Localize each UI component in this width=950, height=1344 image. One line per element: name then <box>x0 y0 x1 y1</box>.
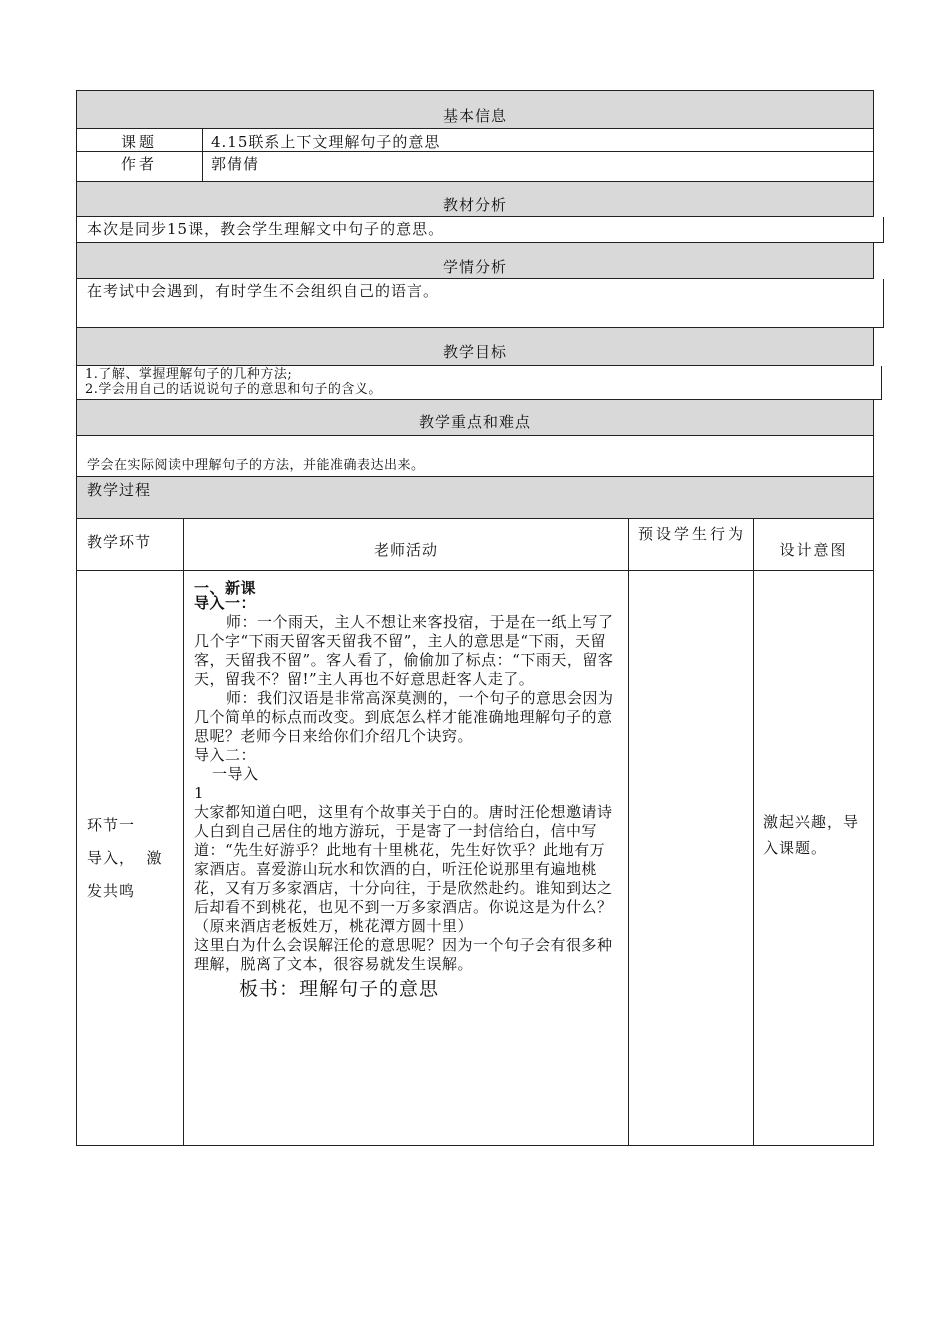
intro2-subtitle: 一导入 <box>212 765 259 783</box>
author-value: 郭倩倩 <box>211 155 260 173</box>
intro2-paragraph-1: 大家都知道白吧，这里有个故事关于白的。唐时汪伦想邀请诗人白到自己居住的地方游玩，于是寄了一封信给白，信中写道：“先生好游乎？此地有十里桃花，先生好饮乎？此地有万家酒店。喜爱游山玩水和饮酒的白，听汪伦说那里有遍地桃花，又有万多家酒店，十分向往，于是欣然赴约。谁知到达之后却看不到桃花，也见不到一万多家酒店。你说这是为什么？（原来酒店老板姓万，桃花潭方圆十里） <box>194 803 613 935</box>
material-title: 教材分析 <box>442 196 507 214</box>
intro2-title: 导入二： <box>194 746 257 764</box>
board-writing: 板书：理解句子的意思 <box>239 978 440 1000</box>
stage-line-2: 导入， 激 <box>87 849 163 867</box>
col-intent: 设计意图 <box>779 541 848 559</box>
material-header <box>76 182 874 217</box>
basic-info-title: 基本信息 <box>442 107 507 125</box>
intro1-title: 导入一： <box>194 594 257 612</box>
goal-item-1: 1.了解、掌握理解句子的几种方法; <box>85 367 293 382</box>
teacher-activity-cell <box>194 579 620 999</box>
basic-info-header <box>76 91 874 129</box>
stage-line-3: 发共鸣 <box>87 882 136 900</box>
topic-label: 课题 <box>120 133 157 151</box>
material-row <box>76 217 884 243</box>
topic-value: 4.15联系上下文理解句子的意思 <box>211 133 441 151</box>
author-label: 作者 <box>120 155 157 173</box>
keypoints-row <box>76 436 874 477</box>
col-student: 预设学生行为 <box>637 525 746 543</box>
section-title: 一、新课 <box>194 579 257 597</box>
process-columns-row <box>76 519 874 571</box>
col-teacher: 老师活动 <box>373 541 438 559</box>
student-row <box>76 279 884 328</box>
keypoints-header <box>76 400 874 436</box>
student-text: 在考试中会遇到，有时学生不会组织自己的语言。 <box>87 282 440 300</box>
goal-item-2: 2.学会用自己的话说说句子的意思和句子的含义。 <box>85 382 382 397</box>
goals-header <box>76 328 874 366</box>
topic-row <box>76 129 874 152</box>
intent-cell: 激起兴趣，导入课题。 <box>763 813 860 857</box>
intro1-paragraph-2: 师：我们汉语是非常高深莫测的，一个句子的意思会因为几个简单的标点而改变。到底怎么样才能准确地理解句子的意思呢？老师今日来给你们介绍几个诀窍。 <box>194 689 614 745</box>
student-header <box>76 243 874 279</box>
process-title: 教学过程 <box>87 481 152 499</box>
goals-row <box>76 366 882 400</box>
stage-cell <box>87 809 163 908</box>
student-title: 学情分析 <box>442 258 507 276</box>
process-header <box>76 477 874 519</box>
keypoints-text: 学会在实际阅读中理解句子的方法，并能准确表达出来。 <box>87 458 425 473</box>
author-row <box>76 152 874 182</box>
process-content-row <box>76 571 874 1146</box>
intro2-paragraph-2: 这里白为什么会误解汪伦的意思呢？因为一个句子会有很多种理解，脱离了文本，很容易就发生误解。 <box>194 936 613 973</box>
keypoints-title: 教学重点和难点 <box>418 413 531 431</box>
material-text: 本次是同步15课，教会学生理解文中句子的意思。 <box>87 220 445 238</box>
intro1-paragraph-1: 师：一个雨天，主人不想让来客投宿，于是在一纸上写了几个字“下雨天留客天留我不留”，主人的意思是“下雨，天留客，天留我不留”。客人看了，偷偷加了标点：“下雨天，留客天，留我不？留!”主人再也不好意思赶客人走了。 <box>194 613 614 688</box>
stage-line-1: 环节一 <box>87 816 136 834</box>
intro2-number: 1 <box>194 784 205 802</box>
goals-title: 教学目标 <box>442 343 507 361</box>
col-stage: 教学环节 <box>87 533 152 551</box>
